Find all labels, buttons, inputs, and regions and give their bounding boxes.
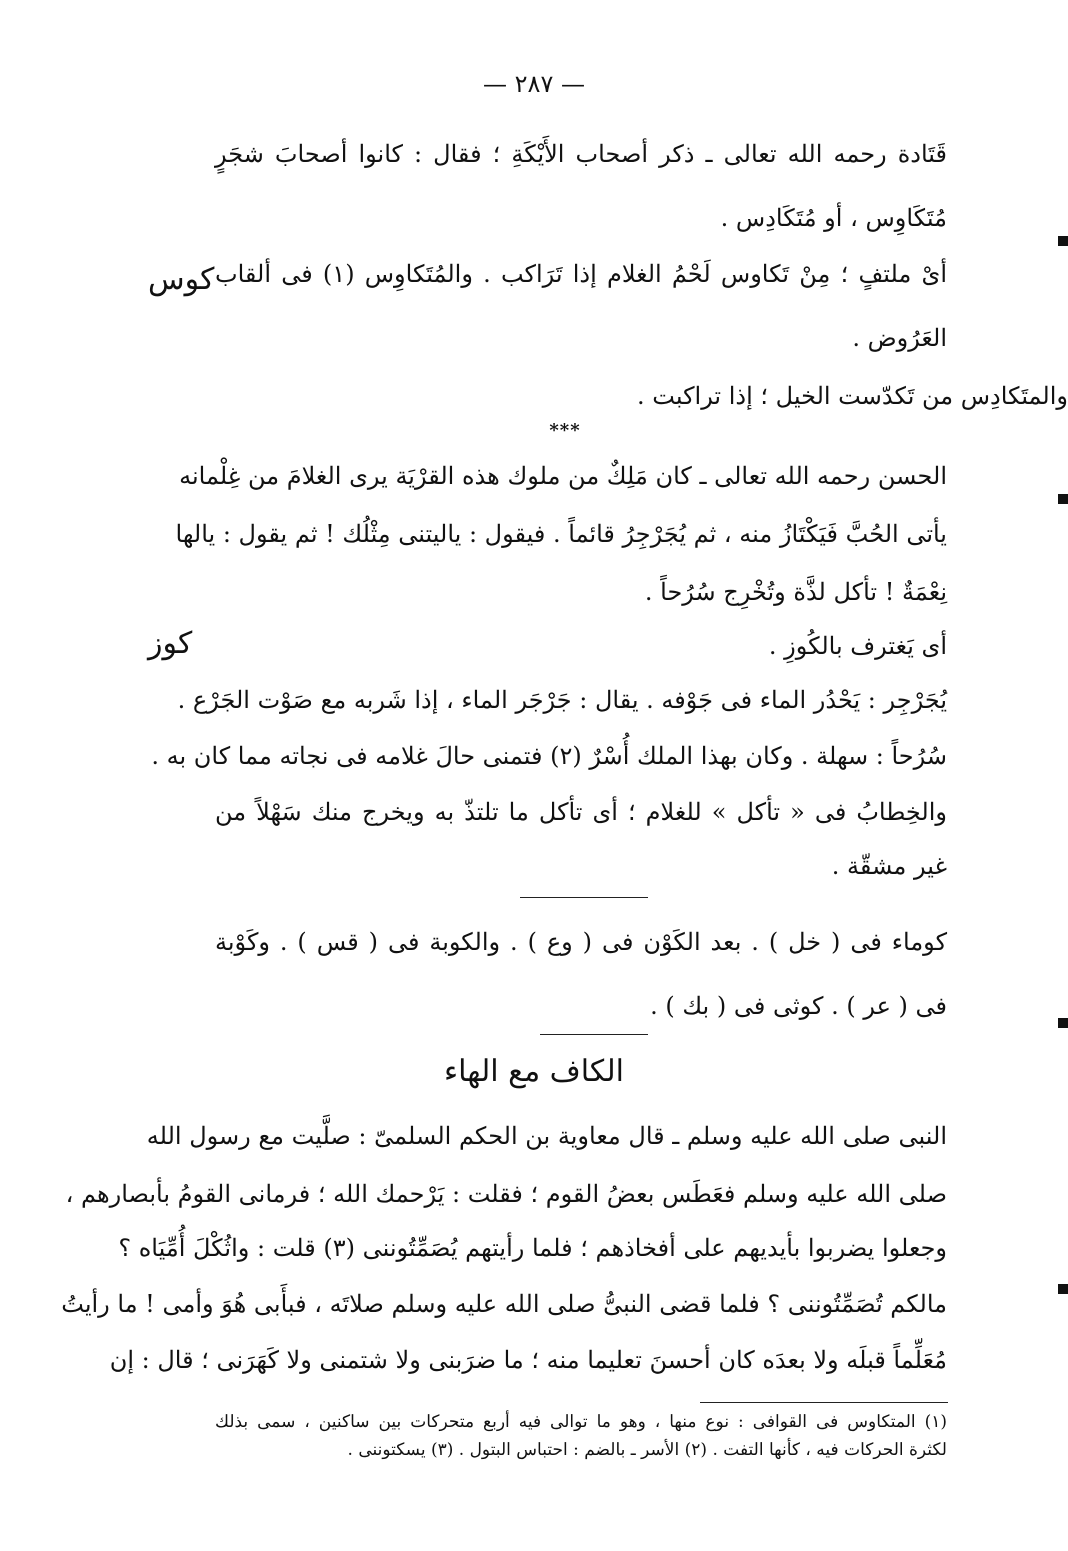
section-heading: الكاف مع الهاء [444,1054,624,1089]
footnote-rule [700,1402,948,1403]
cross-ref-line-2: فى ( عر ) . كوثى فى ( بك ) . [650,992,947,1020]
footnote-line-2: لكثرة الحركات فيه ، كأنها التفت . (٢) الأسر ـ بالضم : احتباس البتول . (٣) يسكتوننى . [347,1440,947,1460]
entry3-line-3: وجعلوا يضربوا بأيديهم على أفخاذهم ؛ فلما رأيتهم يُصَمِّتُوننى (٣) قلت : واثُكْلَ أُمِّيَاه ؟ [118,1234,947,1262]
entry2-line-5: يُجَرْجِر : يَحْدُر الماء فى جَوْفه . يقال : جَرْجَر الماء ، إذا شَربه مع صَوْت الجَرْع . [177,686,947,714]
entry3-line-2: صلى الله عليه وسلم فعَطَس بعضُ القوم ؛ فقلت : يَرْحمك الله ؛ فرمانى القومُ بأبصارهم ، [65,1180,947,1208]
entry2-line-1: الحسن رحمه الله تعالى ـ كان مَلِكٌ من ملوك هذه القرْيَة يرى الغلامَ من غِلْمانه [179,462,947,490]
entry1-line-5: والمتَكادِس من تَكدّست الخيل ؛ إذا تراكبت . [637,382,1068,410]
entry1-line-1: قَتَادة رحمه الله تعالى ـ ذكر أصحاب الأَيْكَةِ ؛ فقال : كانوا أصحابَ شجَرٍ [215,140,947,168]
edge-mark [1058,1018,1068,1028]
divider-rule [540,1034,648,1035]
entry2-line-6: سُرُحاً : سهلة . وكان بهذا الملك أُسْرٌ (٢) فتمنى حالَ غلامه فى نجاته مما كان به . [151,742,947,770]
entry1-line-3: أىْ ملتفٍ ؛ مِنْ تَكاوس لَحْمُ الغلام إذا تَرَاكب . والمُتَكاوِس (١) فى ألقاب [215,260,947,288]
edge-mark [1058,494,1068,504]
entry2-line-4: أى يَغترف بالكُوزِ . [768,632,947,660]
divider-rule [520,897,648,898]
entry2-line-3: نِعْمَةٌ ! تأكل لذَّة وتُخْرِج سُرُحاً . [644,578,947,606]
entry1-line-2: مُتَكَاوِس ، أو مُتَكَادِس . [720,204,947,232]
entry3-line-1: النبى صلى الله عليه وسلم ـ قال معاوية بن الحكم السلمىّ : صلَّيت مع رسول الله [146,1122,947,1150]
entry2-line-2: يأتى الحُبَّ فَيَكْتَازُ منه ، ثم يُجَرْجِرُ قائماً . فيقول : ياليتنى مِثْلُك ! ثم يقول : يالها [175,520,947,548]
section-separator: *** [549,420,581,441]
entry3-line-5: مُعَلِّماً قبلَه ولا بعدَه كان أحسنَ تعليما منه ؛ ما ضرَبنى ولا شتمنى ولا كَهَرَنى ؛ قال : إن [109,1346,947,1374]
margin-root-word: كوز [148,626,193,661]
footnote-line-1: (١) المتكاوس فى القوافى : نوع منها ، وهو ما توالى فيه أربع متحركات بين ساكنين ، سمى بذلك [215,1412,947,1432]
entry2-line-7: والخِطابُ فى « تأكل » للغلام ؛ أى تأكل ما تلتذّ به ويخرج منك سَهْلاً من [215,798,947,826]
margin-root-word: كوس [148,262,215,297]
entry3-line-4: مالكم تُصَمِّتُوننى ؟ فلما قضى النبىُّ صلى الله عليه وسلم صلاتَه ، فبأَبى هُوَ وأمى ! ما رأيتُ [61,1290,947,1318]
edge-mark [1058,1284,1068,1294]
edge-mark [1058,236,1068,246]
entry2-line-8: غير مشقّة . [831,852,947,880]
entry1-line-4: العَرُوض . [852,324,947,352]
page-number: — ٢٨٧ — [483,70,585,98]
cross-ref-line-1: كوماء فى ( خل ) . بعد الكَوْن فى ( وع ) . والكوبة فى ( قس ) . وكَوْبة [215,928,947,956]
